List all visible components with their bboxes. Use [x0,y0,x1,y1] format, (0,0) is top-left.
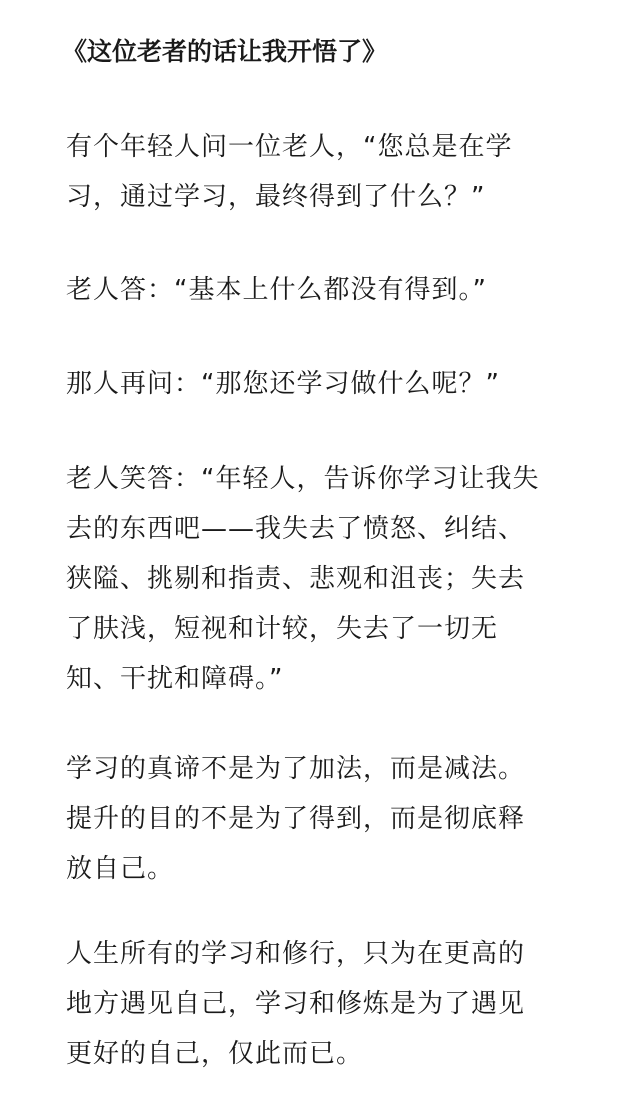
paragraph-line: 提升的目的不是为了得到，而是彻底释 [66,804,526,834]
paragraph-line: 了肤浅，短视和计较，失去了一切无 [66,614,499,644]
paragraph-line: 地方遇见自己，学习和修炼是为了遇见 [66,989,526,1019]
paragraph-line: 更好的自己，仅此而已。 [66,1039,364,1069]
paragraph-line: 人生所有的学习和修行，只为在更高的 [66,939,526,969]
paragraph-line: 有个年轻人问一位老人，“您总是在学 [66,132,513,162]
paragraph-laughing-answer [66,454,578,704]
paragraph-line: 习，通过学习，最终得到了什么？” [66,182,486,212]
paragraph-question [66,122,578,222]
paragraph-line: 放自己。 [66,854,175,884]
paragraph-line: 狭隘、挑剔和指责、悲观和沮丧；失去 [66,564,526,594]
paragraph-line: 去的东西吧——我失去了愤怒、纠结、 [66,514,526,544]
paragraph-essence [66,744,578,894]
paragraph-line: 知、干扰和障碍。” [66,664,284,694]
paragraph-line: 那人再问：“那您还学习做什么呢？” [66,369,500,399]
article-title: 《这位老者的话让我开悟了》 [62,37,388,66]
paragraph-answer [66,265,578,315]
paragraph-line: 老人笑答：“年轻人，告诉你学习让我失 [66,464,540,494]
paragraph-line: 学习的真谛不是为了加法，而是减法。 [66,754,526,784]
paragraph-line: 老人答：“基本上什么都没有得到。” [66,275,487,305]
paragraph-conclusion [66,929,578,1079]
paragraph-second-question [66,359,578,409]
